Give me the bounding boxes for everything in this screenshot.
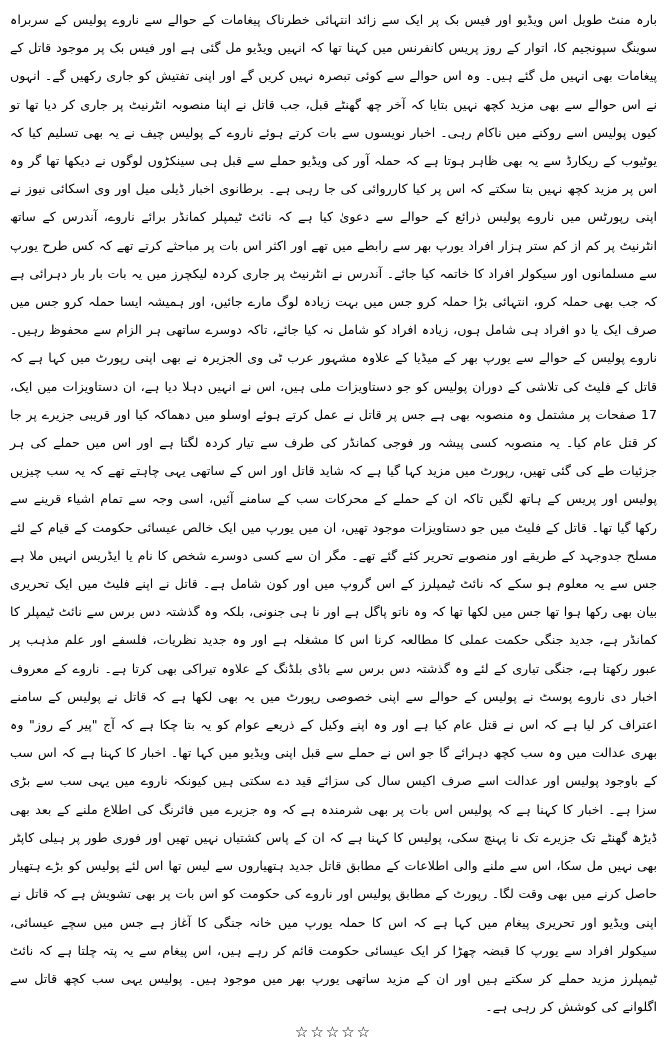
article-body: بارہ منٹ طویل اس ویڈیو اور فیس بک پر ایک سے زائد انتہائی خطرناک پیغامات کے حوالے سے ناروے پولیس کے سربراہ سوینگ سپونجیم کا، اتوار کے روز پریس کانفرنس میں کہنا تھا کہ انہیں ویڈیو مل گئی ہے اور فیس بک پر موجود قاتل کے پیغامات بھی انہیں مل گئے ہیں۔ وہ اس حوالے سے کوئی تبصرہ نہیں کریں گے اور اپنی تفتیش کو جاری رکھیں گے۔ انہوں نے اس حوالے سے بھی مزید کچھ نہیں بتایا کہ آخر چھ گھنٹے قبل، جب قاتل نے اپنا منصوبہ انٹرنیٹ پر جاری کر دیا تھا تو کیوں پولیس اسے روکنے میں ناکام رہی۔ اخبار نویسوں سے بات کرتے ہوئے ناروے کے پولیس چیف نے یہ بھی تسلیم کیا کہ یوٹیوب کے ریکارڈ سے یہ بھی ظاہر ہوتا ہے کہ حملہ آور کی ویڈیو حملے سے قبل ہی سینکڑوں لوگوں نے دیکھا تھا گر وہ اس پر مزید کچھ نہیں بتا سکتے کہ اس پر کیا کارروائی کی جا رہی ہے۔ برطانوی اخبار ڈیلی میل اور وی اسکائی نیوز نے اپنی رپورٹس میں ناروے پولیس ذرائع کے حوالے سے دعویٰ کیا ہے کہ نائٹ ٹیمپلر کمانڈر برائے ناروے، آندرس کے ساتھ انٹرنیٹ پر کم از کم ستر ہزار افراد یورپ بھر سے رابطے میں تھے اور اکثر اس بات پر مباحثے کرتے تھے کہ کس طرح یورپ سے مسلمانوں اور سیکولر افراد کا خاتمہ کیا جائے۔ آندرس نے انٹرنیٹ پر جاری کردہ لیکچرز میں یہ بات بار بار دہرائی ہے کہ جب بھی حملہ کرو، انتہائی بڑا حملہ کرو جس میں بہت زیادہ لوگ مارے جائیں، اور ہمیشہ ایسا حملہ کرو جس میں صرف ایک یا دو افراد ہی شامل ہوں، زیادہ افراد کو شامل نہ کیا جائے، تاکہ دوسرے ساتھی ہر الزام سے محفوظ رہیں۔ ناروے پولیس کے حوالے سے یورپ بھر کے میڈیا کے علاوہ مشہور عرب ٹی وی الجزیرہ نے بھی اپنی رپورٹ میں کہا ہے کہ قاتل کے فلیٹ کی تلاشی کے دوران پولیس کو جو دستاویزات ملی ہیں، اس نے انہیں دہلا دیا ہے، ان دستاویزات میں ایک، 17 صفحات پر مشتمل وہ منصوبہ بھی ہے جس پر قاتل نے عمل کرتے ہوئے اوسلو میں دھماکہ کیا اور قریبی جزیرے پر جا کر قتل عام کیا۔ یہ منصوبہ کسی پیشہ ور فوجی کمانڈر کی طرف سے تیار کردہ لگتا ہے اور اس میں حملے کی ہر جزئیات طے کی گئی تھیں، رپورٹ میں مزید کہا گیا ہے کہ شاید قاتل اور اس کے ساتھی یہی چاہتے تھے کہ یہ سب چیزیں پولیس اور پریس کے ہاتھ لگیں تاکہ ان کے حملے کے محرکات سب کے سامنے آئیں، اسی وجہ سے تمام اشیاء قرینے سے رکھا گیا تھا۔ قاتل کے فلیٹ میں جو دستاویزات موجود تھیں، ان میں یورپ میں ایک خالص عیسائی حکومت کے قیام کے لئے مسلح جدوجہد کے طریقے اور منصوبے تحریر کئے گئے تھے۔ مگر ان سے کسی دوسرے شخص کا نام یا ایڈریس انہیں ملا ہے جس سے یہ معلوم ہو سکے کہ نائٹ ٹیمپلرز کے اس گروپ میں اور کون شامل ہے۔ قاتل نے اپنے فلیٹ میں ایک تحریری بیان بھی رکھا ہوا تھا جس میں لکھا تھا کہ وہ ناتو پاگل ہے اور نا ہی جنونی، بلکہ وہ گذشتہ دس برس سے نائٹ ٹیمپلر کا کمانڈر ہے، جدید جنگی حکمت عملی کا مطالعہ کرنا اس کا مشغلہ ہے اور وہ جدید نظریات، فلسفے اور علم مذہب پر عبور رکھتا ہے، جنگی تیاری کے لئے وہ گذشتہ دس برس سے باڈی بلڈنگ کے علاوہ تیراکی بھی کرتا ہے۔ ناروے کے معروف اخبار دی ناروے پوسٹ نے پولیس کے حوالے سے اپنی خصوصی رپورٹ میں یہ بھی لکھا ہے کہ قاتل نے پولیس کے سامنے اعتراف کر لیا ہے کہ اس نے قتل عام کیا ہے اور وہ اپنے وکیل کے ذریعے عوام کو یہ بتا چکا ہے کہ آج "پیر کے روز" وہ بھری عدالت میں وہ سب کچھ دہرائے گا جو اس نے حملے سے قبل اپنی ویڈیو میں کہا تھا۔ اخبار کا کہنا ہے کہ اس سب کے باوجود پولیس اور عدالت اسے صرف اکیس سال کی سزائے قید دے سکتی ہیں کیونکہ ناروے میں یہی سب سے بڑی سزا ہے۔ اخبار کا کہنا ہے کہ پولیس اس بات پر بھی شرمندہ ہے کہ وہ جزیرے میں فائرنگ کی اطلاع ملنے کے بعد بھی ڈیڑھ گھنٹے تک جزیرے تک نا پہنچ سکی، پولیس کا کہنا ہے کہ ان کے پاس کشتیاں نہیں تھیں اور فوری طور پر ہیلی کاپٹر بھی نہیں مل سکا، اس سے ملنے والی اطلاعات کے مطابق قاتل جدید ہتھیاروں سے لیس تھا اس لئے پولیس کو بڑے ہتھیار حاصل کرنے میں بھی وقت لگا۔ رپورٹ کے مطابق پولیس اور ناروے کی حکومت کو اس بات پر بھی تشویش ہے کہ قاتل نے اپنی ویڈیو اور تحریری پیغام میں کہا ہے کہ اس کا حملہ یورپ میں خانہ جنگی کا آغاز ہے جس میں سچے عیسائی، سیکولر افراد سے یورپ کا قبضہ چھڑا کر ایک عیسائی حکومت قائم کر رہے ہیں، اس پیغام سے یہ پتہ چلتا ہے کہ نائٹ ٹیمپلرز مزید حملے کر سکتے ہیں اور ان کے مزید ساتھی یورپ بھر میں موجود ہیں۔ پولیس یہی سب کچھ قاتل سے اگلوانے کی کوشش کر رہی ہے۔ <box>10 12 657 1015</box>
section-separator-stars: ☆☆☆☆☆ <box>294 1023 373 1042</box>
